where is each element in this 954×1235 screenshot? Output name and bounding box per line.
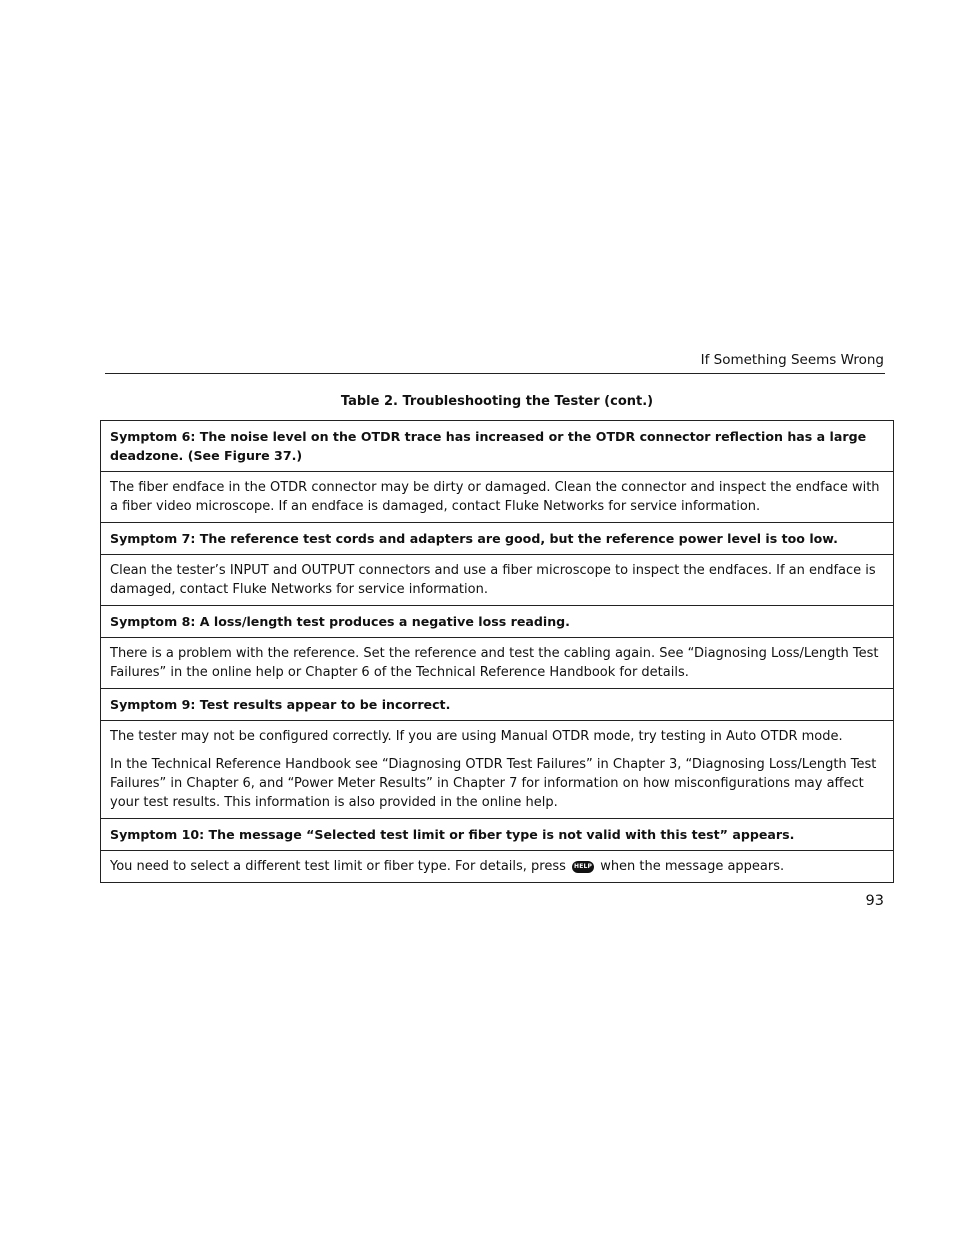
running-header-title: If Something Seems Wrong: [700, 352, 884, 368]
symptom-text: Symptom 8: A loss/length test produces a negative loss reading.: [110, 614, 570, 629]
symptom-text: Symptom 10: The message “Selected test limit or fiber type is not valid with this test” appears.: [110, 827, 795, 842]
answer-text: Clean the tester’s INPUT and OUTPUT connectors and use a fiber microscope to inspect the endfaces. If an endface is damaged, contact Fluke Networks for service information.: [110, 563, 876, 597]
table-caption: Table 2. Troubleshooting the Tester (cont.): [340, 394, 654, 409]
symptom-row: [101, 522, 893, 554]
answer-text-after-key: when the message appears.: [600, 859, 785, 874]
symptom-row: [101, 421, 893, 471]
symptom-row: [101, 605, 893, 637]
help-key-icon: HELP: [572, 861, 594, 873]
answer-text-before-key: You need to select a different test limit or fiber type. For details, press: [110, 859, 566, 874]
symptom-text: Symptom 9: Test results appear to be incorrect.: [110, 697, 451, 712]
running-header: [105, 350, 885, 374]
answer-text: [110, 857, 891, 876]
answer-text: The fiber endface in the OTDR connector may be dirty or damaged. Clean the connector and inspect the endface with a fiber video microscope. If an endface is damaged, contact Fluke Networks for service information.: [110, 480, 880, 514]
answer-row: [101, 471, 893, 522]
answer-text-paragraph-1: The tester may not be configured correctly. If you are using Manual OTDR mode, try testing in Auto OTDR mode.: [110, 729, 843, 744]
answer-row: [101, 637, 893, 688]
answer-row: [101, 850, 893, 882]
symptom-row: [101, 818, 893, 850]
answer-text: There is a problem with the reference. Set the reference and test the cabling again. See “Diagnosing Loss/Length Test Failures” in the online help or Chapter 6 of the Technical Reference Handbook for details.: [110, 646, 879, 680]
symptom-text: Symptom 7: The reference test cords and adapters are good, but the reference power level is too low.: [110, 531, 838, 546]
answer-row: [101, 554, 893, 605]
symptom-text: Symptom 6: The noise level on the OTDR trace has increased or the OTDR connector reflection has a large deadzone. (See Figure 37.): [110, 429, 867, 463]
answer-row: [101, 720, 893, 818]
troubleshooting-table: [100, 420, 894, 883]
page-number: 93: [865, 893, 884, 909]
answer-text-paragraph-2: In the Technical Reference Handbook see “Diagnosing OTDR Test Failures” in Chapter 3, “Diagnosing Loss/Length Test Failures” in Chapter 6, and “Power Meter Results” in Chapter 7 for information on how misconfigurations may affect your test results. This information is also provided in the online help.: [110, 757, 877, 810]
symptom-row: [101, 688, 893, 720]
